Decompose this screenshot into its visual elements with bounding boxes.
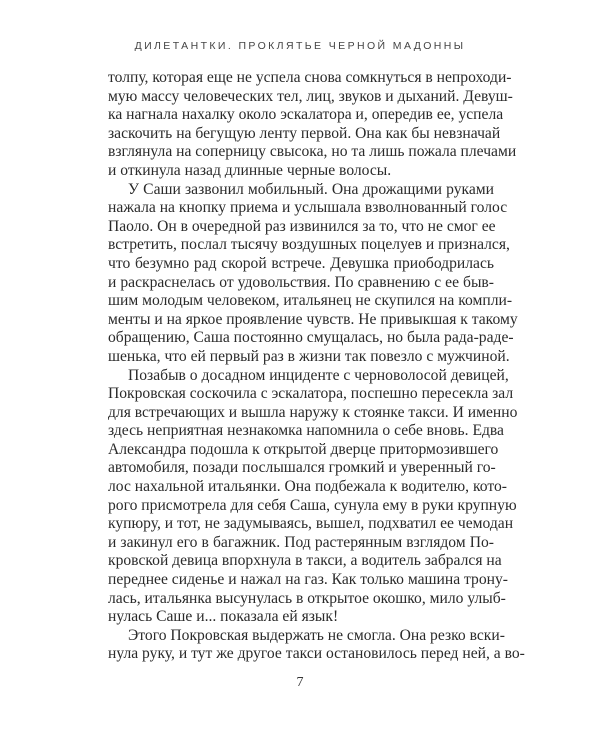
text-line: что безумно рад скорой встрече. Девушка приободрилась — [108, 254, 494, 272]
text-line: Александра подошла к открытой дверце притормозившего — [108, 440, 499, 458]
text-line: менты и на яркое проявление чувств. Не привыкшая к такому — [108, 310, 518, 328]
text-line: нажала на кнопку приема и услышала взволнованный голос — [108, 199, 508, 217]
text-line: обращению, Саша постоянно смущалась, но была рада-раде- — [108, 329, 514, 347]
text-line: толпу, которая еще не успела снова сомкнуться в непроходи- — [108, 69, 512, 86]
text-line: Позабыв о досадном инциденте с черноволосой девицей, — [128, 366, 509, 384]
text-line: ка нагнала нахалку около эскалатора и, опередив ее, успела — [108, 106, 504, 124]
paragraph — [108, 366, 518, 627]
text-line: переднее сиденье и нажал на газ. Как только машина трону- — [108, 571, 508, 589]
paragraph — [108, 626, 525, 664]
text-line: для встречающих и вышла наружу к стоянке такси. И именно — [108, 403, 518, 421]
text-line: мую массу человеческих тел, лиц, звуков и дыханий. Девуш- — [108, 87, 513, 105]
body-text — [108, 69, 525, 664]
paragraph — [108, 180, 518, 367]
text-line: встретить, послал тысячу воздушных поцелуев и признался, — [108, 236, 510, 254]
text-line: Покровская соскочила с эскалатора, поспешно пересекла зал — [108, 385, 514, 403]
text-line: рого присмотрела для себя Саша, сунула ему в руки крупную — [108, 496, 517, 514]
text-line: шим молодым человеком, итальянец не скупился на компли- — [108, 292, 513, 310]
text-line: нула руку, и тут же другое такси остановилось перед ней, а во- — [108, 645, 525, 663]
text-line: Этого Покровская выдержать не смогла. Она резко вски- — [128, 626, 505, 644]
text-line: кровской девица впорхнула в такси, а водитель забрался на — [108, 552, 502, 570]
text-line: заскочить на бегущую ленту первой. Она как бы невзначай — [108, 124, 501, 142]
running-header: ДИЛЕТАНТКИ. ПРОКЛЯТЬЕ ЧЕРНОЙ МАДОННЫ — [134, 40, 466, 52]
text-line: нулась Саше и... показала ей язык! — [108, 608, 339, 626]
text-line: У Саши зазвонил мобильный. Она дрожащими руками — [128, 180, 494, 198]
text-line: автомобиля, позади послышался громкий и уверенный го- — [108, 459, 496, 477]
text-line: лась, итальянка высунулась в открытое окошко, мило улыб- — [108, 589, 506, 607]
text-line: лос нахальной итальянки. Она подбежала к водителю, кото- — [108, 478, 507, 496]
text-line: взглянула на соперницу свысока, но та лишь пожала плечами — [108, 143, 517, 161]
text-line: Паоло. Он в очередной раз извинился за то, что не смог ее — [108, 217, 496, 235]
text-line: и раскраснелась от удовольствия. По сравнению с ее быв- — [108, 273, 494, 291]
paragraph — [108, 69, 517, 181]
text-line: и закинул его в багажник. Под растерянным взглядом По- — [108, 533, 494, 551]
text-line: здесь неприятная незнакомка напомнила о себе вновь. Едва — [108, 422, 504, 440]
text-line: купюру, и тот, не задумываясь, вышел, подхватил ее чемодан — [108, 515, 514, 533]
text-line: и откинула назад длинные черные волосы. — [108, 161, 392, 179]
text-line: шенька, что ей первый раз в жизни так повезло с мужчиной. — [108, 347, 510, 365]
page-number: 7 — [296, 675, 304, 690]
